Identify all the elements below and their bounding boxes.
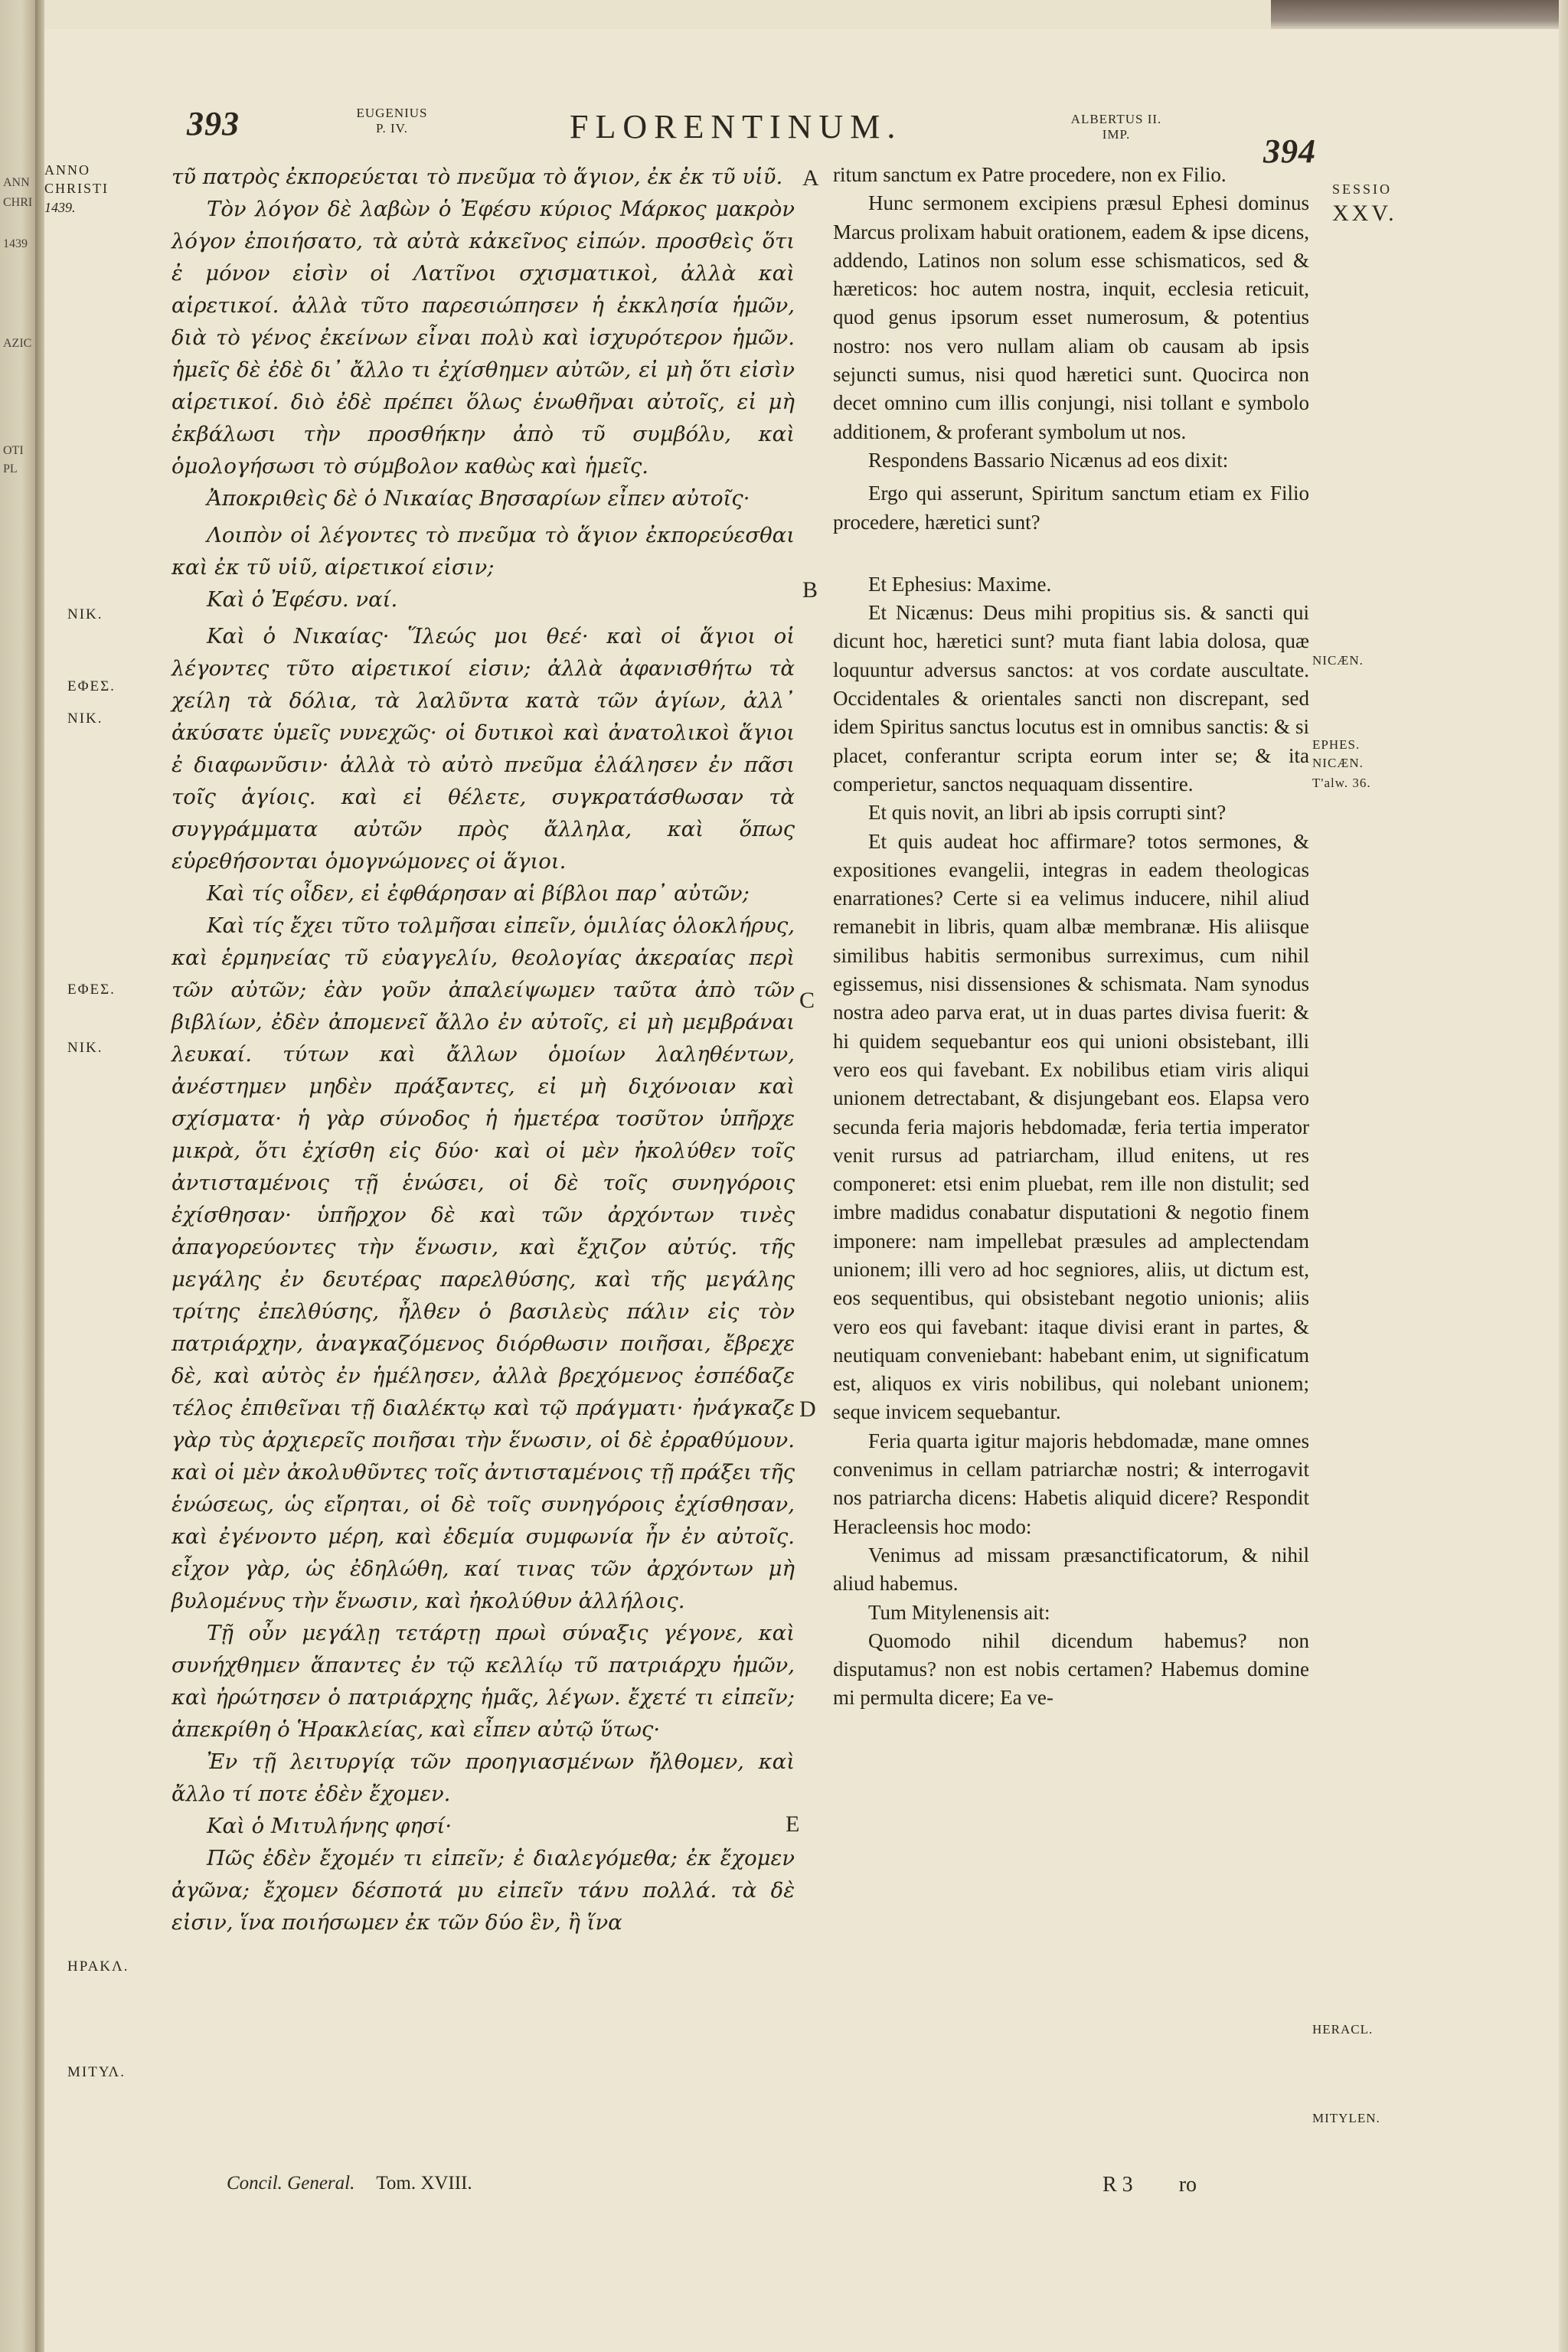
latin-paragraph: Quomodo nihil dicendum habemus? non disputamus? non est nobis certamen? Habemus domine mi permulta dicere; Ea ve- [833, 1628, 1309, 1710]
latin-paragraph: Hunc sermonem excipiens præsul Ephesi dominus Marcus prolixam habuit orationem, eadem & ipse dicens, addendo, Latinos non solum esse schismaticos, sed & hæreticos: hoc autem nostra, inquit, ecclesia reticuit, quod genus ipsorum esset numerosum, & potentius nostro: nos vero nullam aliam ob causam ab ipsis sejuncti sumus, nisi quod hæretici sunt. Quocirca non decet omnino cum illis conjungi, nisi tollant e symbolo additionem, & proferant symbolum ut nos. [833, 191, 1309, 443]
speaker-label: HERACL. [1312, 2022, 1374, 2037]
greek-paragraph: Ἐν τῇ λειτυργίᾳ τῶν προηγιασμένων ἤλθομεν, καὶ ἄλλο τί ποτε ἐδὲν ἔχομεν. [172, 1749, 795, 1806]
section-letter: D [799, 1396, 816, 1422]
facing-page-fragment: ΟΤΙ [3, 444, 24, 457]
greek-paragraph: Καὶ τίς ἔχει τῦτο τολμῆσαι εἰπεῖν, ὁμιλίας ὁλοκλήρυς, καὶ ἑρμηνείας τῦ εὐαγγελίυ, θεολογίας ἀκεραίας περὶ τῶν αὐτῶν; ἐὰν γοῦν ἀπαλείψωμεν ταῦτα ἀπὸ τῶν βιβλίων, ἐδὲν ἀπομενεῖ ἄλλο ἐν αὐτοῖς, εἰ μὴ μεμβράναι λευκαί. τύτων καὶ ἄλλων ὁμοίων λαληθέντων, ἀνέστημεν μηδὲν πράξαντες, εἰ μὴ διχόνοιαν καὶ σχίσματα· ἡ γὰρ σύνοδος ἡ ἡμετέρα τοσῦτον ὑπῆρχε μικρὰ, ὅτι ἐχίσθη εἰς δύο· καὶ οἱ μὲν ἠκολύθεν τοῖς ἀντισταμένοις τῇ ἑνώσει, οἱ δὲ τοῖς συνηγόροις ἐχίσθησαν· ὑπῆρχον δὲ καὶ τῶν ἀρχόντων τινὲς ἀπαγορεύοντες τὴν ἕνωσιν, καὶ ἔχιζον αὐτύς. τῆς μεγάλης ἐν δευτέρας παρελθύσης, καὶ τῆς μεγάλης τρίτης ἐπελθύσης, ἦλθεν ὁ βασιλεὺς πάλιν εἰς τὸν πατριάρχην, ἀναγκαζόμενος διόρθωσιν ποιῆσαι, ἔβρεχε δὲ, καὶ αὐτὸς ἐν ἡμέλησεν, ἀλλὰ βρεχόμενος ἐσπέδαζε τέλος ἐπιθεῖναι τῇ διαλέκτῳ καὶ τῷ πράγματι· ἠνάγκαζε γὰρ τὺς ἀρχιερεῖς ποιῆσαι τὴν ἕνωσιν, οἱ δὲ ἐρραθύμουν. καὶ οἱ μὲν ἀκολυθῦντες τοῖς ἀντισταμένοις τῇ πράξει τῆς ἑνώσεως, ὡς εἴρηται, οἱ δὲ τοῖς συνηγόροις ἐχίσθησαν, καὶ ἐγένοντο μέρη, καὶ ἐδεμία συμφωνία ἦν ἐν αὐτοῖς. εἶχον γὰρ, ὡς ἐδηλώθη, καί τινας τῶν ἀρχόντων μὴ βυλομένυς τὴν ἕνωσιν, καὶ ἠκολύθυν ἀλλήλοις. [172, 913, 795, 1613]
greek-text-column [172, 161, 795, 1939]
speaker-label: NIK. [67, 710, 103, 727]
session-number: XXV. [1332, 201, 1397, 227]
section-letter: C [799, 988, 815, 1013]
latin-paragraph: Respondens Bassario Nicænus ad eos dixit: [868, 448, 1229, 472]
speaker-label: NICÆN. [1312, 653, 1364, 668]
facing-page-fragment: CHRI [3, 196, 33, 209]
sessio-label: SESSIO [1332, 181, 1393, 197]
footer-source-title: Concil. General. [227, 2173, 355, 2194]
signature-mark: R 3 [1102, 2173, 1133, 2197]
facing-page-fragment: AZIC [3, 337, 32, 350]
right-running-head [1063, 112, 1170, 142]
speaker-label: NIK. [67, 606, 103, 622]
latin-paragraph: Et quis novit, an libri ab ipsis corrupti sint? [868, 801, 1227, 825]
latin-paragraph: Venimus ad missam præsanctificatorum, & nihil aliud habemus. [833, 1543, 1309, 1596]
greek-paragraph: τῦ πατρὸς ἐκπορεύεται τὸ πνεῦμα τὸ ἅγιον, ἐκ ἐκ τῦ υἱῦ. [172, 165, 783, 189]
running-head-line: P. IV. [375, 120, 409, 136]
background-strip [1271, 0, 1568, 29]
greek-paragraph: Πῶς ἐδὲν ἔχομέν τι εἰπεῖν; ἐ διαλεγόμεθα; ἐκ ἔχομεν ἀγῶνα; ἔχομεν δέσποτά μυ εἰπεῖν τάνυ πολλά. τὰ δὲ εἰσιν, ἵνα ποιήσωμεν ἐκ τῶν δύο ἓν, ἢ ἵνα [172, 1846, 795, 1935]
speaker-label: NICÆN. [1312, 756, 1364, 770]
section-letter: B [802, 577, 818, 603]
right-page-number: 394 [1263, 132, 1316, 170]
speaker-label: ΜΙΤΥΛ. [67, 2064, 126, 2080]
latin-paragraph: Feria quarta igitur majoris hebdomadæ, mane omnes convenimus in cellam patriarchæ nostri; & interrogavit nos patriarcha dicens: Habetis aliquid dicere? Respondit Heracleensis hoc modo: [833, 1429, 1309, 1538]
footer-signature-area [1102, 2173, 1197, 2197]
book-gutter [35, 0, 44, 2352]
greek-paragraph: Τῇ οὖν μεγάλῃ τετάρτῃ πρωὶ σύναξις γέγονε, καὶ συνήχθημεν ἅπαντες ἐν τῷ κελλίῳ τῦ πατριάρχυ ἡμῶν, καὶ ἠρώτησεν ὁ πατριάρχης ἡμᾶς, λέγων. ἔχετέ τι εἰπεῖν; ἀπεκρίθη ὁ Ἡρακλείας, καὶ εἶπεν αὐτῷ ὕτως· [172, 1621, 795, 1742]
speaker-label: ΕΦΕΣ. [67, 982, 116, 998]
greek-paragraph: Καὶ τίς οἶδεν, εἰ ἐφθάρησαν αἱ βίβλοι παρ᾽ αὐτῶν; [207, 881, 750, 906]
latin-paragraph: Et quis audeat hoc affirmare? totos sermones, & expositiones evangelii, integras in eadem theologicas enarrationes? Certe si ea velimus inducere, nihil aliud remanebit in libris, quam albæ membranæ. His aliisque similibus habitis sermonibus surreximus, cum nihil egissemus, nisi dissensiones & schismata. Nam synodus nostra adeo parva erat, ut in duas partes divisa fuerit: & hi quidem sequebantur eos qui unioni obsistebant, illi vero eos qui favebant. Ex nobilibus etiam viris aliqui unionem detrectabant, & disjungebant eos. Elapsa vero secunda feria majoris hebdomadæ, feria tertia imperator venit rursus ad patriarcham, illud enitens, ut res componeret: etsi enim pluebat, rem ille non distulit; sed imbre madidus conabatur disputationi & negotio finem imponere: nam impellebat præsules ad amplectendam unionem; illi vero ad hoc segniores, aliis, ut dictum est, eos sequentibus, qui obsistebant negotio unionis; aliis vero eos qui favebant: itaque divisi erant in partes, & neutiquam conveniebant: habebant enim, ut significatum est, aliquos ex viris nobilibus, qui nolebant unionem; seque invicem sequebantur. [833, 829, 1309, 1424]
speaker-label: EPHES. [1312, 737, 1361, 752]
running-head-line: IMP. [1102, 126, 1131, 142]
greek-paragraph: Λοιπὸν οἱ λέγοντες τὸ πνεῦμα τὸ ἅγιον ἐκπορεύεσθαι καὶ ἐκ τῦ υἱῦ, αἱρετικοί εἰσιν; [172, 523, 795, 580]
anno-label: ANNO [44, 162, 90, 178]
section-letter: A [802, 165, 819, 191]
left-running-head [346, 106, 438, 136]
footer-source [227, 2173, 472, 2194]
session-marginal-note [1332, 181, 1397, 228]
facing-page-fragment: ANN [3, 176, 30, 189]
greek-paragraph: Καὶ ὁ Ἐφέσυ. ναί. [207, 587, 398, 612]
latin-text-column [833, 161, 1309, 1713]
running-title: FLORENTINUM. [570, 108, 903, 145]
speaker-label: MITYLEN. [1312, 2111, 1380, 2125]
page-edge-right [1559, 0, 1568, 2352]
christi-label: CHRISTI [44, 181, 109, 197]
catchword: ro [1178, 2173, 1197, 2197]
greek-paragraph: Καὶ ὁ Νικαίας· Ἵλεώς μοι θεέ· καὶ οἱ ἅγιοι οἱ λέγοντες τῦτο αἱρετικοί εἰσιν; ἀλλὰ ἀφανισθήτω τὰ χείλη τὰ δόλια, τὰ λαλῦντα κατὰ τῶν ἁγίων, ἀλλ᾽ ἀκύσατε ὑμεῖς νυνεχῶς· οἱ δυτικοὶ καὶ ἀνατολικοὶ ἅγιοι ἐ διαφωνῦσιν· ἀλλὰ τὸ αὐτὸ πνεῦμα ἐλάλησεν ἐν πᾶσι τοῖς ἁγίοις. καὶ εἰ θέλετε, συγκρατάσθωσαν τὰ συγγράμματα αὐτῶν πρὸς ἄλληλα, καὶ ὅπως εὑρεθήσονται ὁμογνώμονες οἱ ἅγιοι. [172, 624, 795, 874]
latin-paragraph: Et Ephesius: Maxime. [868, 572, 1052, 596]
running-head-line: EUGENIUS [356, 106, 428, 120]
greek-paragraph: Ἀποκριθεὶς δὲ ὁ Νικαίας Βησσαρίων εἶπεν αὐτοῖς· [207, 486, 750, 511]
speaker-label: T'alw. 36. [1312, 776, 1371, 790]
facing-page-fragment: 1439 [3, 237, 28, 250]
latin-paragraph: Tum Mitylenensis ait: [868, 1600, 1050, 1624]
facing-page-fragment: PL [3, 462, 18, 475]
speaker-label: NIK. [67, 1040, 103, 1056]
year-marginal-note [44, 161, 109, 217]
speaker-label: ΕΦΕΣ. [67, 678, 116, 694]
latin-paragraph: Ergo qui asserunt, Spiritum sanctum etiam ex Filio procedere, hæretici sunt? [833, 482, 1309, 534]
speaker-label: ΗΡΑΚΛ. [67, 1958, 129, 1975]
greek-paragraph: Καὶ ὁ Μιτυλήνης φησί· [207, 1814, 452, 1838]
year-label: 1439. [44, 199, 76, 215]
adjacent-page-edge [0, 0, 35, 2352]
left-page-number: 393 [187, 105, 240, 142]
greek-paragraph: Τὸν λόγον δὲ λαβὼν ὁ Ἐφέσυ κύριος Μάρκος μακρὸν λόγον ἐποιήσατο, τὰ αὐτὰ κἀκεῖνος εἰπών. προσθεὶς ὅτι ἐ μόνον εἰσὶν οἱ Λατῖνοι σχισματικοὶ, ἀλλὰ καὶ αἱρετικοί. ἀλλὰ τῦτο παρεσιώπησεν ἡ ἐκκλησία ἡμῶν, διὰ τὸ γένος ἐκείνων εἶναι πολὺ καὶ ἰσχυρότερον ἡμῶν. ἡμεῖς δὲ ἐδὲ δι᾽ ἄλλο τι ἐχίσθημεν αὐτῶν, εἰ μὴ ὅτι εἰσὶν αἱρετικοί. διὸ ἐδὲ πρέπει ὅλως ἑνωθῆναι αὐτοῖς, εἰ μὴ ἐκβάλωσι τὴν προσθήκην ἀπὸ τῦ συμβόλυ, καὶ ὁμολογήσωσι τὸ σύμβολον καθὼς καὶ ἡμεῖς. [172, 197, 795, 479]
section-letter: E [786, 1811, 800, 1837]
running-head-line: ALBERTUS II. [1070, 112, 1162, 126]
latin-paragraph: Et Nicænus: Deus mihi propitius sis. & sancti qui dicunt hoc, hæretici sunt? muta fiant labia dolosa, quæ loquuntur adversus sanctos: at vos cordate auscultate. Occidentales & orientales sancti non discrepant, sed idem Spiritus sanctus locutus est in omnibus sanctis: & si placet, conferantur scripta eorum inter se; & ita comperietur, sanctos nequaquam dissentire. [833, 601, 1309, 795]
latin-paragraph: ritum sanctum ex Patre procedere, non ex Filio. [833, 163, 1227, 186]
footer-volume: Tom. XVIII. [376, 2173, 472, 2194]
